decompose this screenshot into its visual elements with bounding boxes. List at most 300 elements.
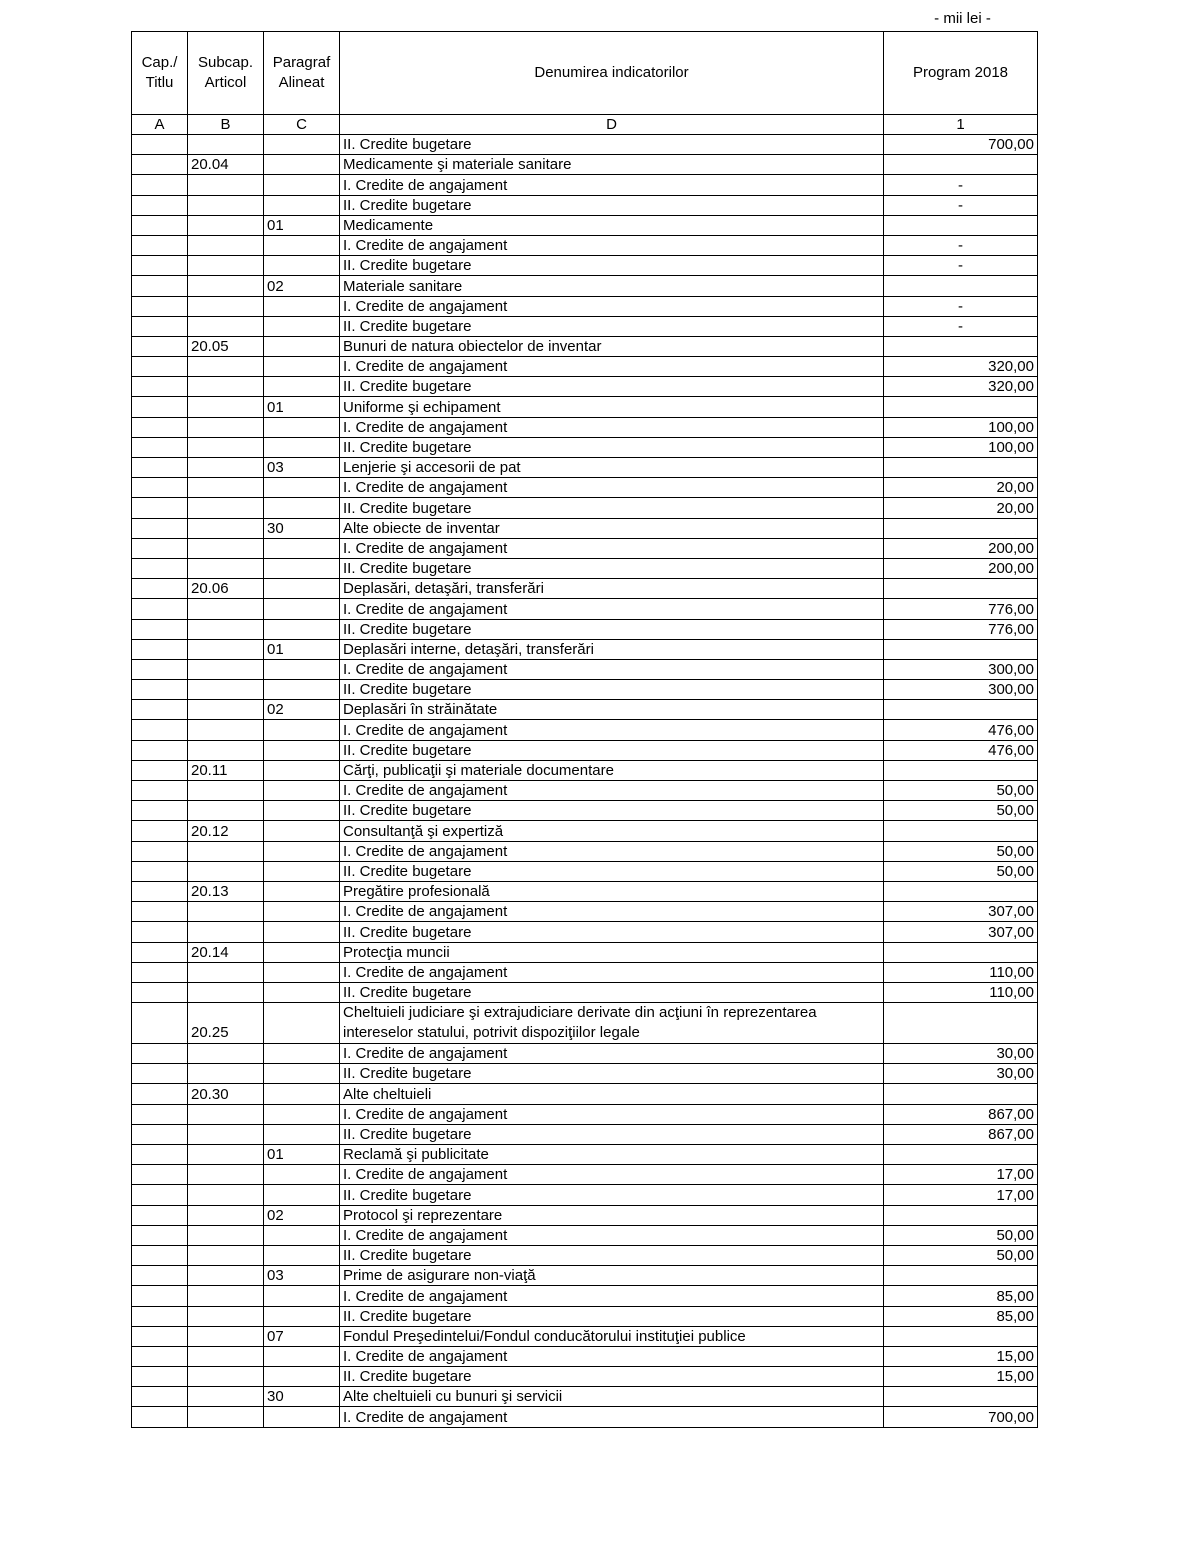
cell-subcap: 20.04 (188, 155, 264, 175)
cell-cap (132, 135, 188, 155)
cell-paragraf: 07 (264, 1326, 340, 1346)
cell-denumire: II. Credite bugetare (340, 256, 884, 276)
cell-subcap (188, 437, 264, 457)
cell-subcap (188, 276, 264, 296)
cell-program: 776,00 (884, 619, 1038, 639)
cell-denumire: Alte cheltuieli (340, 1084, 884, 1104)
cell-paragraf (264, 235, 340, 255)
cell-cap (132, 781, 188, 801)
cell-paragraf (264, 175, 340, 195)
cell-denumire: Deplasări interne, detaşări, transferări (340, 639, 884, 659)
cell-paragraf (264, 377, 340, 397)
cell-subcap (188, 982, 264, 1002)
cell-cap (132, 1387, 188, 1407)
cell-subcap (188, 377, 264, 397)
cell-cap (132, 377, 188, 397)
cell-program: 20,00 (884, 498, 1038, 518)
cell-denumire: Bunuri de natura obiectelor de inventar (340, 336, 884, 356)
cell-program: 320,00 (884, 357, 1038, 377)
cell-subcap (188, 599, 264, 619)
cell-subcap (188, 1245, 264, 1265)
table-row (132, 195, 1038, 215)
cell-subcap (188, 1387, 264, 1407)
cell-program: 30,00 (884, 1064, 1038, 1084)
cell-paragraf (264, 336, 340, 356)
table-row (132, 1124, 1038, 1144)
cell-paragraf (264, 1346, 340, 1366)
table-row (132, 296, 1038, 316)
cell-paragraf (264, 982, 340, 1002)
cell-denumire: I. Credite de angajament (340, 538, 884, 558)
cell-cap (132, 1326, 188, 1346)
cell-subcap: 20.30 (188, 1084, 264, 1104)
cell-subcap (188, 1326, 264, 1346)
table-row (132, 135, 1038, 155)
cell-cap (132, 1407, 188, 1427)
cell-subcap (188, 397, 264, 417)
cell-subcap (188, 619, 264, 639)
table-row (132, 1185, 1038, 1205)
cell-cap (132, 861, 188, 881)
cell-cap (132, 1145, 188, 1165)
cell-program: 50,00 (884, 861, 1038, 881)
cell-paragraf (264, 740, 340, 760)
letter-1: 1 (884, 115, 1038, 135)
cell-program: 85,00 (884, 1286, 1038, 1306)
table-row (132, 397, 1038, 417)
cell-denumire: I. Credite de angajament (340, 720, 884, 740)
cell-denumire: I. Credite de angajament (340, 841, 884, 861)
cell-cap (132, 841, 188, 861)
cell-paragraf (264, 902, 340, 922)
cell-denumire: Deplasări în străinătate (340, 700, 884, 720)
table-row (132, 1145, 1038, 1165)
letter-a: A (132, 115, 188, 135)
table-row (132, 1104, 1038, 1124)
cell-denumire: II. Credite bugetare (340, 861, 884, 881)
cell-program: - (884, 296, 1038, 316)
cell-subcap (188, 256, 264, 276)
cell-program: 110,00 (884, 982, 1038, 1002)
cell-subcap (188, 962, 264, 982)
cell-subcap: 20.14 (188, 942, 264, 962)
cell-subcap (188, 781, 264, 801)
cell-program: 17,00 (884, 1165, 1038, 1185)
cell-paragraf (264, 962, 340, 982)
cell-paragraf (264, 861, 340, 881)
cell-paragraf (264, 155, 340, 175)
cell-paragraf (264, 841, 340, 861)
cell-cap (132, 538, 188, 558)
cell-subcap: 20.25 (188, 1003, 264, 1044)
letter-b: B (188, 115, 264, 135)
cell-cap (132, 458, 188, 478)
cell-denumire: II. Credite bugetare (340, 437, 884, 457)
cell-paragraf (264, 478, 340, 498)
cell-cap (132, 680, 188, 700)
cell-paragraf: 01 (264, 1145, 340, 1165)
table-row (132, 256, 1038, 276)
cell-program: 307,00 (884, 902, 1038, 922)
cell-subcap (188, 841, 264, 861)
table-row (132, 821, 1038, 841)
cell-subcap (188, 558, 264, 578)
cell-denumire: II. Credite bugetare (340, 558, 884, 578)
table-row (132, 1225, 1038, 1245)
table-row (132, 538, 1038, 558)
table-row (132, 1205, 1038, 1225)
cell-subcap (188, 175, 264, 195)
table-row (132, 619, 1038, 639)
cell-program (884, 1145, 1038, 1165)
cell-paragraf (264, 881, 340, 901)
cell-program: 867,00 (884, 1124, 1038, 1144)
cell-paragraf (264, 579, 340, 599)
cell-denumire: II. Credite bugetare (340, 316, 884, 336)
cell-denumire: Medicamente (340, 215, 884, 235)
cell-subcap (188, 538, 264, 558)
cell-paragraf (264, 1165, 340, 1185)
cell-paragraf (264, 558, 340, 578)
cell-cap (132, 1185, 188, 1205)
cell-denumire: I. Credite de angajament (340, 478, 884, 498)
cell-subcap (188, 740, 264, 760)
cell-subcap: 20.06 (188, 579, 264, 599)
cell-program (884, 458, 1038, 478)
cell-paragraf (264, 1367, 340, 1387)
table-row (132, 881, 1038, 901)
cell-subcap (188, 1104, 264, 1124)
cell-denumire: II. Credite bugetare (340, 922, 884, 942)
cell-program: 476,00 (884, 740, 1038, 760)
cell-cap (132, 720, 188, 740)
cell-cap (132, 256, 188, 276)
cell-cap (132, 902, 188, 922)
cell-denumire: II. Credite bugetare (340, 740, 884, 760)
cell-cap (132, 1205, 188, 1225)
cell-subcap (188, 195, 264, 215)
cell-program (884, 821, 1038, 841)
cell-cap (132, 1104, 188, 1124)
cell-paragraf (264, 1044, 340, 1064)
table-row (132, 1266, 1038, 1286)
cell-program: 700,00 (884, 1407, 1038, 1427)
header-paragraf-alineat: Paragraf Alineat (264, 32, 340, 115)
cell-denumire: Medicamente şi materiale sanitare (340, 155, 884, 175)
header-program: Program 2018 (884, 32, 1038, 115)
cell-denumire: Uniforme şi echipament (340, 397, 884, 417)
cell-denumire: Consultanţă şi expertiză (340, 821, 884, 841)
cell-cap (132, 619, 188, 639)
cell-program (884, 215, 1038, 235)
cell-denumire: Fondul Preşedintelui/Fondul conducătorului instituţiei publice (340, 1326, 884, 1346)
cell-program: - (884, 175, 1038, 195)
cell-denumire: II. Credite bugetare (340, 1185, 884, 1205)
cell-paragraf (264, 821, 340, 841)
cell-paragraf: 02 (264, 1205, 340, 1225)
cell-cap (132, 1306, 188, 1326)
cell-cap (132, 498, 188, 518)
cell-program: 300,00 (884, 680, 1038, 700)
cell-denumire: I. Credite de angajament (340, 1165, 884, 1185)
cell-subcap (188, 296, 264, 316)
cell-subcap (188, 1407, 264, 1427)
cell-denumire: Pregătire profesională (340, 881, 884, 901)
table-row (132, 1064, 1038, 1084)
cell-program (884, 1266, 1038, 1286)
cell-denumire: I. Credite de angajament (340, 1346, 884, 1366)
cell-program: - (884, 235, 1038, 255)
cell-denumire: II. Credite bugetare (340, 801, 884, 821)
column-letters-row (132, 115, 1038, 135)
table-row (132, 1084, 1038, 1104)
table-row (132, 579, 1038, 599)
cell-cap (132, 1064, 188, 1084)
cell-denumire: I. Credite de angajament (340, 1407, 884, 1427)
cell-subcap (188, 357, 264, 377)
table-row (132, 1003, 1038, 1044)
cell-subcap (188, 1346, 264, 1366)
cell-program: 30,00 (884, 1044, 1038, 1064)
cell-cap (132, 155, 188, 175)
cell-cap (132, 1165, 188, 1185)
cell-cap (132, 760, 188, 780)
cell-program: 700,00 (884, 135, 1038, 155)
cell-paragraf (264, 942, 340, 962)
cell-subcap: 20.13 (188, 881, 264, 901)
cell-cap (132, 175, 188, 195)
cell-cap (132, 1266, 188, 1286)
table-row (132, 639, 1038, 659)
cell-paragraf (264, 1185, 340, 1205)
header-row (132, 32, 1038, 115)
cell-paragraf: 03 (264, 458, 340, 478)
cell-program: 20,00 (884, 478, 1038, 498)
table-row (132, 1346, 1038, 1366)
cell-cap (132, 659, 188, 679)
cell-paragraf (264, 316, 340, 336)
cell-cap (132, 1044, 188, 1064)
cell-subcap (188, 1185, 264, 1205)
cell-subcap (188, 417, 264, 437)
cell-program: 307,00 (884, 922, 1038, 942)
cell-denumire: II. Credite bugetare (340, 1124, 884, 1144)
cell-program: 50,00 (884, 841, 1038, 861)
table-row (132, 700, 1038, 720)
cell-cap (132, 558, 188, 578)
cell-paragraf (264, 357, 340, 377)
cell-program: 110,00 (884, 962, 1038, 982)
cell-cap (132, 740, 188, 760)
table-row (132, 599, 1038, 619)
cell-program: 320,00 (884, 377, 1038, 397)
cell-denumire: II. Credite bugetare (340, 377, 884, 397)
cell-cap (132, 336, 188, 356)
cell-cap (132, 235, 188, 255)
cell-subcap (188, 659, 264, 679)
cell-program: 50,00 (884, 1225, 1038, 1245)
table-row (132, 336, 1038, 356)
cell-program: - (884, 256, 1038, 276)
cell-paragraf (264, 1003, 340, 1044)
cell-cap (132, 982, 188, 1002)
header-denumirea: Denumirea indicatorilor (340, 32, 884, 115)
cell-paragraf (264, 1407, 340, 1427)
cell-paragraf (264, 801, 340, 821)
table-row (132, 155, 1038, 175)
cell-paragraf: 03 (264, 1266, 340, 1286)
table-row (132, 659, 1038, 679)
cell-paragraf (264, 135, 340, 155)
cell-denumire: I. Credite de angajament (340, 1044, 884, 1064)
cell-program: 200,00 (884, 558, 1038, 578)
table-row (132, 1326, 1038, 1346)
cell-paragraf: 01 (264, 397, 340, 417)
cell-subcap: 20.11 (188, 760, 264, 780)
cell-program: - (884, 316, 1038, 336)
table-row (132, 417, 1038, 437)
cell-denumire: Materiale sanitare (340, 276, 884, 296)
table-row (132, 478, 1038, 498)
cell-subcap (188, 902, 264, 922)
cell-program: - (884, 195, 1038, 215)
cell-subcap (188, 1124, 264, 1144)
cell-denumire: I. Credite de angajament (340, 417, 884, 437)
cell-paragraf (264, 680, 340, 700)
cell-subcap (188, 1205, 264, 1225)
cell-program (884, 276, 1038, 296)
cell-subcap (188, 720, 264, 740)
cell-denumire: I. Credite de angajament (340, 962, 884, 982)
cell-cap (132, 397, 188, 417)
cell-subcap: 20.05 (188, 336, 264, 356)
table-body (132, 135, 1038, 1428)
cell-program: 50,00 (884, 781, 1038, 801)
cell-denumire: II. Credite bugetare (340, 1367, 884, 1387)
cell-subcap (188, 801, 264, 821)
cell-denumire: II. Credite bugetare (340, 195, 884, 215)
cell-cap (132, 417, 188, 437)
cell-denumire: II. Credite bugetare (340, 619, 884, 639)
cell-program: 15,00 (884, 1367, 1038, 1387)
cell-paragraf (264, 437, 340, 457)
cell-cap (132, 437, 188, 457)
cell-cap (132, 942, 188, 962)
cell-program: 300,00 (884, 659, 1038, 679)
cell-denumire: I. Credite de angajament (340, 1225, 884, 1245)
table-row (132, 377, 1038, 397)
cell-subcap (188, 922, 264, 942)
cell-paragraf (264, 619, 340, 639)
cell-subcap (188, 1266, 264, 1286)
cell-denumire: Alte cheltuieli cu bunuri şi servicii (340, 1387, 884, 1407)
cell-program: 100,00 (884, 417, 1038, 437)
cell-cap (132, 357, 188, 377)
cell-denumire: II. Credite bugetare (340, 1245, 884, 1265)
cell-cap (132, 1245, 188, 1265)
cell-program (884, 518, 1038, 538)
cell-denumire: I. Credite de angajament (340, 296, 884, 316)
table-row (132, 922, 1038, 942)
cell-denumire: Protocol şi reprezentare (340, 1205, 884, 1225)
table-row (132, 1165, 1038, 1185)
cell-cap (132, 881, 188, 901)
cell-program: 476,00 (884, 720, 1038, 740)
cell-subcap (188, 680, 264, 700)
table-row (132, 902, 1038, 922)
table-row (132, 760, 1038, 780)
cell-cap (132, 195, 188, 215)
cell-denumire: Alte obiecte de inventar (340, 518, 884, 538)
table-row (132, 215, 1038, 235)
cell-paragraf (264, 195, 340, 215)
cell-denumire: Prime de asigurare non-viaţă (340, 1266, 884, 1286)
cell-subcap (188, 1286, 264, 1306)
cell-paragraf (264, 720, 340, 740)
letter-c: C (264, 115, 340, 135)
table-row (132, 316, 1038, 336)
cell-paragraf (264, 760, 340, 780)
cell-paragraf (264, 538, 340, 558)
cell-paragraf: 30 (264, 1387, 340, 1407)
cell-subcap (188, 1225, 264, 1245)
cell-paragraf (264, 1084, 340, 1104)
cell-paragraf (264, 1104, 340, 1124)
cell-paragraf (264, 498, 340, 518)
table-row (132, 942, 1038, 962)
cell-cap (132, 1225, 188, 1245)
table-row (132, 1245, 1038, 1265)
cell-denumire: I. Credite de angajament (340, 659, 884, 679)
cell-denumire: I. Credite de angajament (340, 1286, 884, 1306)
cell-denumire: II. Credite bugetare (340, 1306, 884, 1326)
cell-cap (132, 215, 188, 235)
table-row (132, 781, 1038, 801)
cell-program: 867,00 (884, 1104, 1038, 1124)
cell-program (884, 579, 1038, 599)
cell-subcap (188, 1044, 264, 1064)
table-row (132, 841, 1038, 861)
header-subcap-articol: Subcap. Articol (188, 32, 264, 115)
table-row (132, 558, 1038, 578)
cell-paragraf (264, 417, 340, 437)
cell-cap (132, 821, 188, 841)
cell-program (884, 1084, 1038, 1104)
cell-subcap (188, 316, 264, 336)
table-row (132, 1044, 1038, 1064)
cell-denumire: II. Credite bugetare (340, 982, 884, 1002)
letter-d: D (340, 115, 884, 135)
cell-subcap (188, 518, 264, 538)
cell-subcap (188, 700, 264, 720)
cell-program: 200,00 (884, 538, 1038, 558)
cell-paragraf: 01 (264, 639, 340, 659)
cell-program: 15,00 (884, 1346, 1038, 1366)
cell-cap (132, 1003, 188, 1044)
cell-paragraf (264, 1064, 340, 1084)
table-row (132, 437, 1038, 457)
table-row (132, 458, 1038, 478)
cell-cap (132, 276, 188, 296)
cell-subcap (188, 1165, 264, 1185)
cell-denumire: I. Credite de angajament (340, 357, 884, 377)
cell-denumire: I. Credite de angajament (340, 902, 884, 922)
cell-subcap (188, 498, 264, 518)
cell-cap (132, 1286, 188, 1306)
table-row (132, 518, 1038, 538)
header-cap-titlu: Cap./ Titlu (132, 32, 188, 115)
cell-paragraf (264, 659, 340, 679)
